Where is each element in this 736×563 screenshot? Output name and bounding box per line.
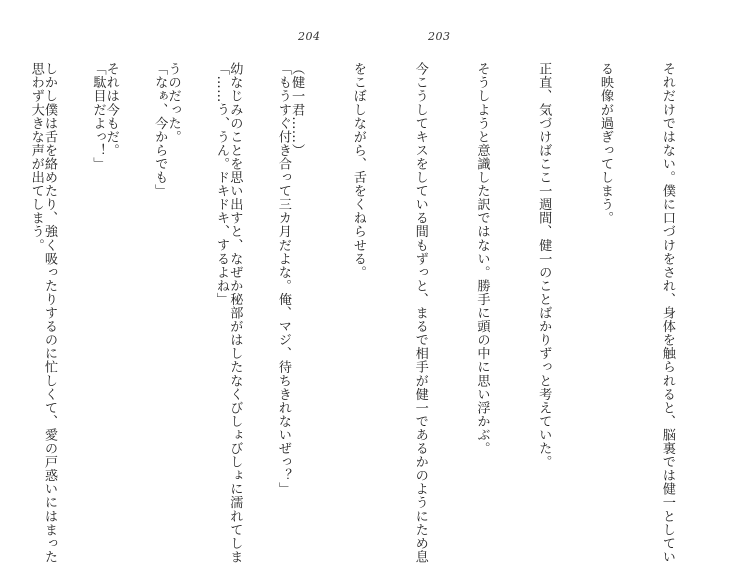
text-column: 今こうしてキスをしている間もずっと、まるで相手が健一であるかのようにため息 — [412, 62, 428, 563]
text-column: それだけではない。僕に口づけをされ、身体を触られると、脳裏では健一としてい — [659, 62, 675, 563]
text-column: 思わず大きな声が出てしまう。 — [28, 62, 44, 252]
text-column: 「……う、うん。ドキドキ、するよね」 — [214, 62, 230, 306]
text-column: それは今もだ。 — [103, 62, 119, 157]
text-column: うのだった。 — [165, 62, 181, 144]
left-page-text — [26, 62, 334, 563]
text-column: る映像が過ぎってしまう。 — [598, 62, 614, 225]
page-number-right: 203 — [428, 30, 451, 43]
text-column: （健一君……） — [289, 62, 305, 157]
text-column: 「なぁ、今からでも」 — [152, 62, 168, 198]
text-column: 「駄目だよっ！」 — [90, 62, 106, 171]
text-column: 正直、気づけばここ一週間、健一のことばかりずっと考えていた。 — [536, 62, 552, 469]
text-column: しかし僕は舌を絡めたり、強く吸ったりするのに忙しくて、愛の戸惑いにはまった — [42, 62, 57, 563]
text-column: そうしようと意識した訳ではない。勝手に頭の中に思い浮かぶ。 — [474, 62, 490, 455]
text-column: 「もうすぐ付き合って三カ月だよな。俺、マジ、待ちきれないぜっ？」 — [275, 62, 291, 496]
text-column: 幼なじみのことを思い出すと、なぜか秘部がはしたなくびしょびしょに濡れてしま — [227, 62, 243, 563]
text-column: をこぼしながら、舌をくねらせる。 — [350, 62, 366, 279]
page-number-left: 204 — [298, 30, 321, 43]
